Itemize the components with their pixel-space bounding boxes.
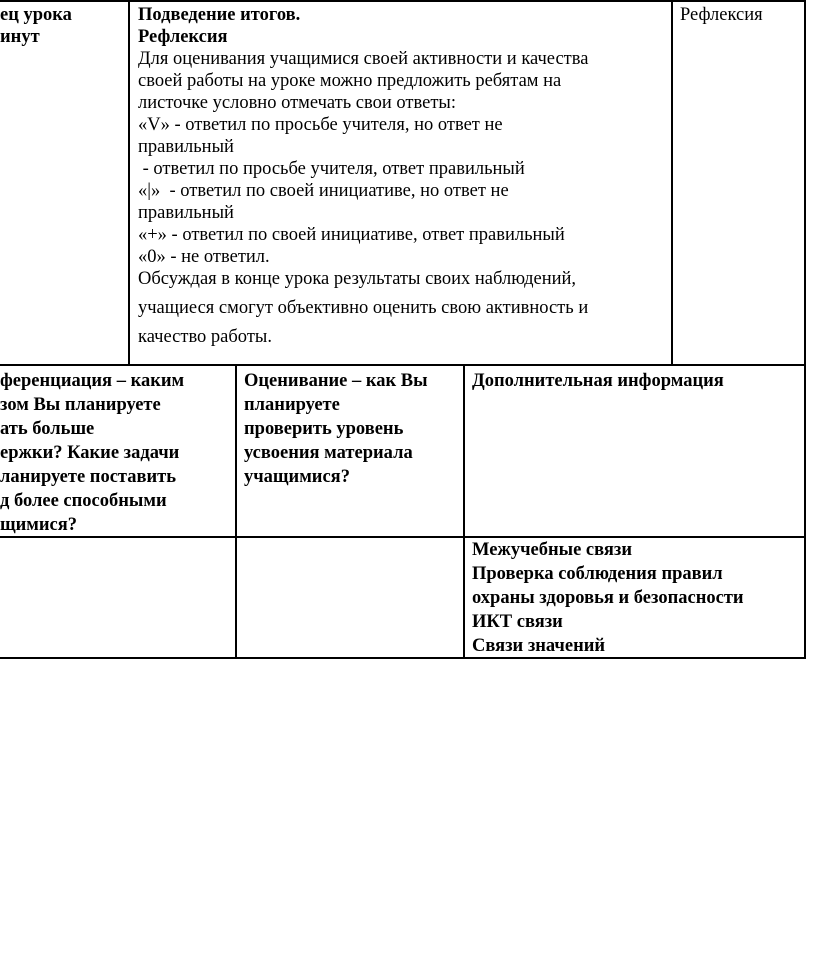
body-line: - ответил по просьбе учителя, ответ правильный bbox=[138, 159, 525, 179]
body-line: «V» - ответил по просьбе учителя, но ответ не bbox=[138, 115, 503, 135]
resources-cell bbox=[680, 4, 802, 26]
additional-item: охраны здоровья и безопасности bbox=[472, 588, 744, 608]
stage-line: ец урока bbox=[0, 5, 72, 25]
body-line: своей работы на уроке можно предложить ребятам на bbox=[138, 71, 562, 91]
assessment-header bbox=[244, 369, 461, 489]
assessment-content bbox=[237, 538, 461, 656]
closing-line: качество работы. bbox=[138, 327, 272, 347]
assessment-line: Оценивание – как Вы bbox=[244, 371, 428, 391]
summary-heading: Подведение итогов. bbox=[138, 5, 301, 25]
differentiation-line: ланируете поставить bbox=[0, 467, 177, 487]
resources-label: Рефлексия bbox=[680, 5, 763, 25]
differentiation-line: ержки? Какие задачи bbox=[0, 443, 180, 463]
additional-item: Связи значений bbox=[472, 636, 606, 656]
additional-item: Проверка соблюдения правил bbox=[472, 564, 723, 584]
body-line: правильный bbox=[138, 137, 234, 157]
additional-info-content bbox=[472, 538, 802, 658]
differentiation-line: ать больше bbox=[0, 419, 95, 439]
differentiation-line: зом Вы планируете bbox=[0, 395, 161, 415]
differentiation-line: д более способными bbox=[0, 491, 167, 511]
additional-info-title: Дополнительная информация bbox=[472, 371, 724, 391]
body-line: «|» - ответил по своей инициативе, но ответ не bbox=[138, 181, 509, 201]
assessment-line: усвоения материала bbox=[244, 443, 413, 463]
row-divider-1 bbox=[0, 364, 806, 366]
differentiation-line: щимися? bbox=[0, 515, 78, 535]
stage-line: инут bbox=[0, 27, 40, 47]
assessment-line: проверить уровень bbox=[244, 419, 404, 439]
closing-line: Обсуждая в конце урока результаты своих наблюдений, bbox=[138, 269, 577, 289]
differentiation-line: ференциация – каким bbox=[0, 371, 185, 391]
stage-cell bbox=[0, 4, 126, 48]
reflection-heading: Рефлексия bbox=[138, 27, 228, 47]
assessment-line: учащимися? bbox=[244, 467, 350, 487]
table-top-border bbox=[0, 0, 806, 2]
differentiation-header bbox=[0, 369, 233, 537]
body-line: Для оценивания учащимися своей активности и качества bbox=[138, 49, 589, 69]
additional-item: Межучебные связи bbox=[472, 540, 632, 560]
top-col-divider-2 bbox=[671, 0, 673, 365]
assessment-line: планируете bbox=[244, 395, 340, 415]
table-right-border bbox=[804, 0, 806, 658]
body-line: правильный bbox=[138, 203, 234, 223]
additional-item: ИКТ связи bbox=[472, 612, 563, 632]
body-line: листочке условно отмечать свои ответы: bbox=[138, 93, 456, 113]
closing-paragraph bbox=[138, 265, 668, 352]
top-col-divider-1 bbox=[128, 0, 130, 365]
lower-col-divider-2 bbox=[463, 364, 465, 658]
body-line: «+» - ответил по своей инициативе, ответ правильный bbox=[138, 225, 565, 245]
summary-cell bbox=[138, 4, 668, 352]
additional-info-header bbox=[472, 369, 802, 393]
body-line: «0» - не ответил. bbox=[138, 247, 270, 267]
differentiation-content bbox=[0, 538, 233, 656]
closing-line: учащиеся смогут объективно оценить свою активность и bbox=[138, 298, 589, 318]
